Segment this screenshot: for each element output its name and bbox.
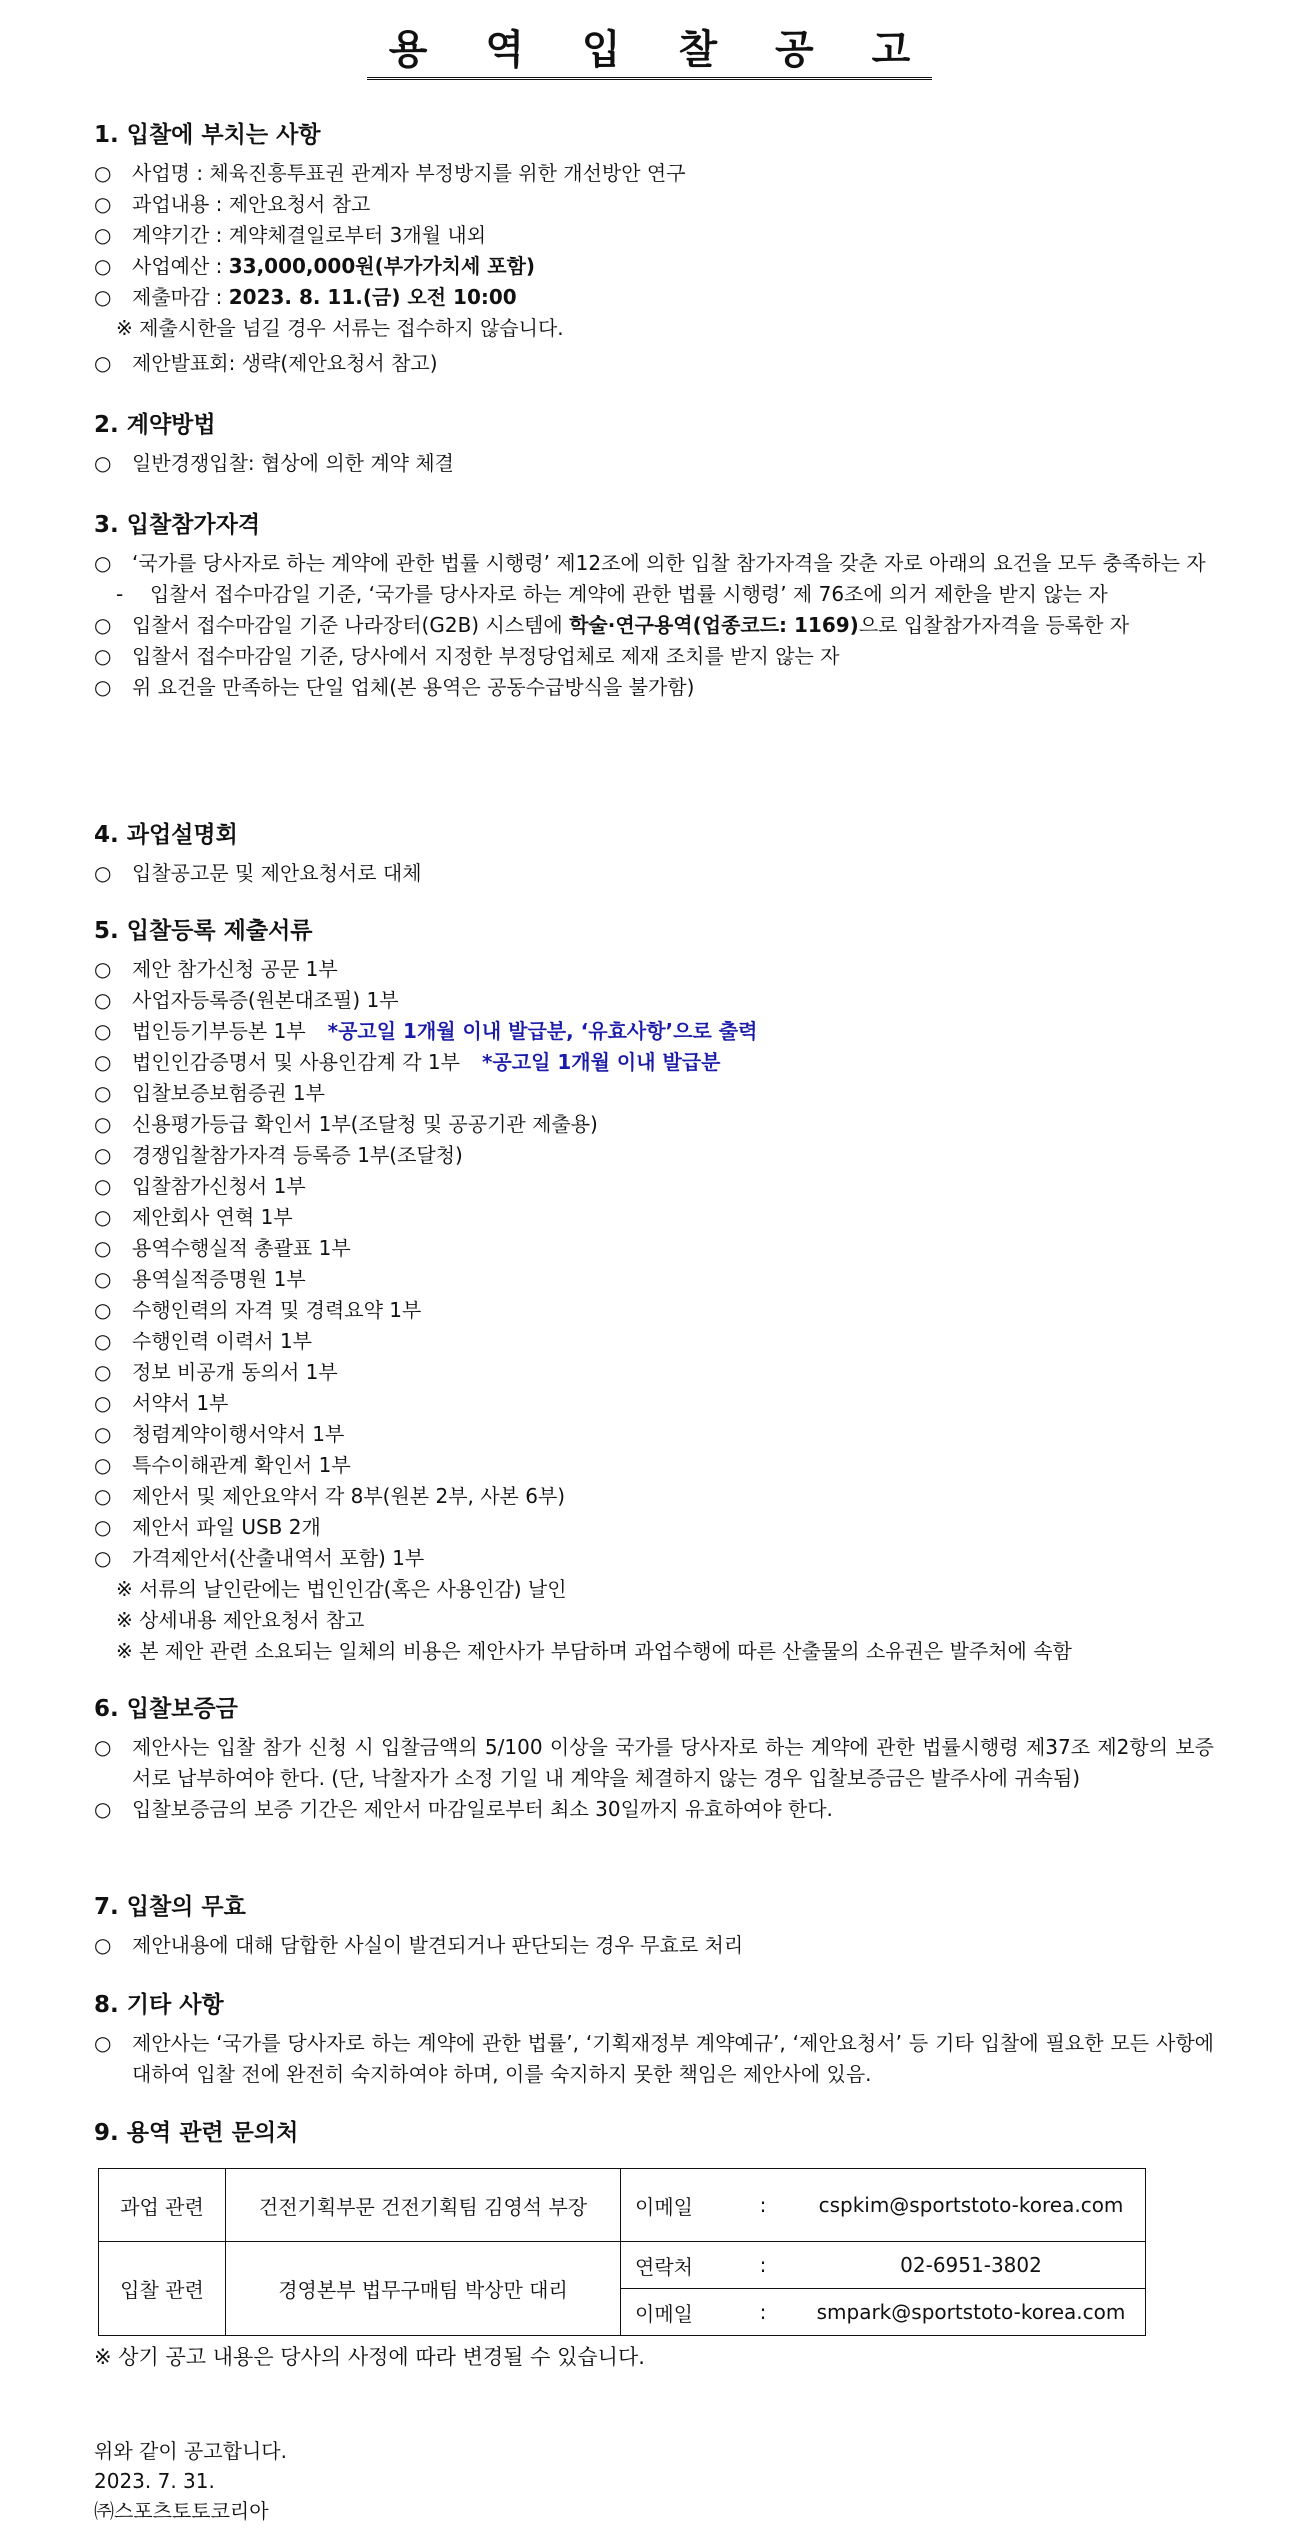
s1-deadline-note: ※ 제출시한을 넘길 경우 서류는 접수하지 않습니다. xyxy=(116,316,564,340)
contact-phone-bid[interactable]: 02-6951-3802 xyxy=(797,2242,1146,2289)
change-notice: ※ 상기 공고 내용은 당사의 사정에 따라 변경될 수 있습니다. xyxy=(94,2345,645,2369)
contact-label-task: 과업 관련 xyxy=(99,2169,226,2242)
section-1-heading: 1. 입찰에 부치는 사항 xyxy=(94,122,321,148)
section-6-heading: 6. 입찰보증금 xyxy=(94,1696,238,1722)
list-item: ○ 제안회사 연혁 1부 xyxy=(94,1205,293,1229)
table-row xyxy=(99,2242,1146,2289)
list-item: ○ 수행인력의 자격 및 경력요약 1부 xyxy=(94,1298,422,1322)
list-item: ○ 청렴계약이행서약서 1부 xyxy=(94,1422,345,1446)
list-item: ○ 가격제안서(산출내역서 포함) 1부 xyxy=(94,1546,425,1570)
s5-note-2: ※ 상세내용 제안요청서 참고 xyxy=(116,1608,365,1632)
document-title: 용 역 입 찰 공 고 xyxy=(0,18,1299,75)
section-2 xyxy=(94,408,1214,479)
list-item: ○ 수행인력 이력서 1부 xyxy=(94,1329,312,1353)
section-4 xyxy=(94,818,1214,889)
section-7 xyxy=(94,1890,1214,1961)
list-item: ○ 신용평가등급 확인서 1부(조달청 및 공공기관 제출용) xyxy=(94,1112,598,1136)
table-row xyxy=(99,2169,1146,2242)
list-item: ○ 용역수행실적 총괄표 1부 xyxy=(94,1236,351,1260)
list-item: ○ 용역실적증명원 1부 xyxy=(94,1267,306,1291)
section-4-heading: 4. 과업설명회 xyxy=(94,822,238,848)
closing-line: 위와 같이 공고합니다. xyxy=(94,2439,287,2463)
s1-item-budget: ○ 사업예산 : 33,000,000원(부가가치세 포함) xyxy=(94,254,536,278)
contact-colon: : xyxy=(729,2242,797,2289)
s6-item-2: ○ 입찰보증금의 보증 기간은 제안서 마감일로부터 최소 30일까지 유효하여야 한다. xyxy=(94,1797,833,1821)
section-8-heading: 8. 기타 사항 xyxy=(94,1992,224,2018)
section-1 xyxy=(94,118,1214,379)
list-item: ○ 제안서 파일 USB 2개 xyxy=(94,1515,321,1539)
s7-item: ○ 제안내용에 대해 담합한 사실이 발견되거나 판단되는 경우 무효로 처리 xyxy=(94,1933,744,1957)
section-9 xyxy=(94,2116,1214,2156)
s5-item-4: ○ 법인인감증명서 및 사용인감계 각 1부 *공고일 1개월 이내 발급분 xyxy=(94,1050,721,1074)
s2-item: ○ 일반경쟁입찰: 협상에 의한 계약 체결 xyxy=(94,451,454,475)
section-8 xyxy=(94,1988,1214,2090)
s5-item-3: ○ 법인등기부등본 1부 *공고일 1개월 이내 발급분, ‘유효사항’으로 출력 xyxy=(94,1019,758,1043)
s1-item-period: ○ 계약기간 : 계약체결일로부터 3개월 내외 xyxy=(94,223,487,247)
list-item: ○ 서약서 1부 xyxy=(94,1391,229,1415)
contact-email-task[interactable]: cspkim@sportstoto-korea.com xyxy=(797,2169,1146,2242)
list-item: ○ 특수이해관계 확인서 1부 xyxy=(94,1453,351,1477)
signature-block xyxy=(94,2436,287,2526)
list-item: ○ 입찰보증보험증권 1부 xyxy=(94,1081,325,1105)
s3-item-2: ○ 입찰서 접수마감일 기준 나라장터(G2B) 시스템에 학술·연구용역(업종코드: 1169)으로 입찰참가자격을 등록한 자 xyxy=(94,613,1130,637)
s3-item-3: ○ 입찰서 접수마감일 기준, 당사에서 지정한 부정당업체로 제재 조치를 받지 않는 자 xyxy=(94,644,840,668)
list-item: ○ 제안서 및 제안요약서 각 8부(원본 2부, 사본 6부) xyxy=(94,1484,566,1508)
s5-item-2: ○ 사업자등록증(원본대조필) 1부 xyxy=(94,988,399,1012)
s5-item-1: ○ 제안 참가신청 공문 1부 xyxy=(94,957,338,981)
s8-item: ○ 제안사는 ‘국가를 당사자로 하는 계약에 관한 법률’, ‘기획재정부 계약예규’, ‘제안요청서’ 등 기타 입찰에 필요한 모든 사항에 대하여 입찰 전에 완전히 숙지하여야 하며, 이를 숙지하지 못한 책임은 제안사에 있음. xyxy=(94,2031,1214,2086)
section-9-heading: 9. 용역 관련 문의처 xyxy=(94,2120,299,2146)
list-item: ○ 경쟁입찰참가자격 등록증 1부(조달청) xyxy=(94,1143,463,1167)
section-7-heading: 7. 입찰의 무효 xyxy=(94,1894,246,1920)
contact-email-bid[interactable]: smpark@sportstoto-korea.com xyxy=(797,2289,1146,2336)
s3-item-1: ○ ‘국가를 당사자로 하는 계약에 관한 법률 시행령’ 제12조에 의한 입찰 참가자격을 갖춘 자로 아래의 요건을 모두 충족하는 자 xyxy=(94,551,1206,575)
s1-item-presentation: ○ 제안발표회: 생략(제안요청서 참고) xyxy=(94,351,438,375)
contact-dept-bid: 경영본부 법무구매팀 박상만 대리 xyxy=(226,2242,621,2336)
s5-note-3: ※ 본 제안 관련 소요되는 일체의 비용은 제안사가 부담하며 과업수행에 따른 산출물의 소유권은 발주처에 속함 xyxy=(116,1639,1072,1663)
section-3 xyxy=(94,508,1214,703)
contact-kind-phone: 연락처 xyxy=(621,2242,730,2289)
s1-item-scope: ○ 과업내용 : 제안요청서 참고 xyxy=(94,192,371,216)
contact-colon: : xyxy=(729,2289,797,2336)
s4-item: ○ 입찰공고문 및 제안요청서로 대체 xyxy=(94,861,422,885)
contact-table xyxy=(98,2168,1146,2336)
contact-label-bid: 입찰 관련 xyxy=(99,2242,226,2336)
section-3-heading: 3. 입찰참가자격 xyxy=(94,512,261,538)
section-5 xyxy=(94,914,1214,1667)
contact-dept-task: 건전기획부문 건전기획팀 김영석 부장 xyxy=(226,2169,621,2242)
contact-kind-email: 이메일 xyxy=(621,2169,730,2242)
s3-item-4: ○ 위 요건을 만족하는 단일 업체(본 용역은 공동수급방식을 불가함) xyxy=(94,675,695,699)
s5-note-1: ※ 서류의 날인란에는 법인인감(혹은 사용인감) 날인 xyxy=(116,1577,567,1601)
s6-item-1: ○ 제안사는 입찰 참가 신청 시 입찰금액의 5/100 이상을 국가를 당사자로 하는 계약에 관한 법률시행령 제37조 제2항의 보증서로 납부하여야 한다. (단, 낙찰자가 소정 기일 내 계약을 체결하지 않는 경우 입찰보증금은 발주사에 귀속됨) xyxy=(94,1735,1214,1790)
section-5-heading: 5. 입찰등록 제출서류 xyxy=(94,918,313,944)
s1-item-deadline: ○ 제출마감 : 2023. 8. 11.(금) 오전 10:00 xyxy=(94,285,517,309)
list-item: ○ 정보 비공개 동의서 1부 xyxy=(94,1360,338,1384)
contact-kind-email: 이메일 xyxy=(621,2289,730,2336)
announcement-date: 2023. 7. 31. xyxy=(94,2469,215,2493)
s1-item-name: ○ 사업명 : 체육진흥투표권 관계자 부정방지를 위한 개선방안 연구 xyxy=(94,161,686,185)
section-2-heading: 2. 계약방법 xyxy=(94,412,216,438)
contact-colon: : xyxy=(729,2169,797,2242)
s3-item-1-sub: - 입찰서 접수마감일 기준, ‘국가를 당사자로 하는 계약에 관한 법률 시행령’ 제 76조에 의거 제한을 받지 않는 자 xyxy=(116,582,1108,606)
company-name: ㈜스포츠토토코리아 xyxy=(94,2499,269,2523)
section-6 xyxy=(94,1692,1214,1825)
list-item: ○ 입찰참가신청서 1부 xyxy=(94,1174,306,1198)
